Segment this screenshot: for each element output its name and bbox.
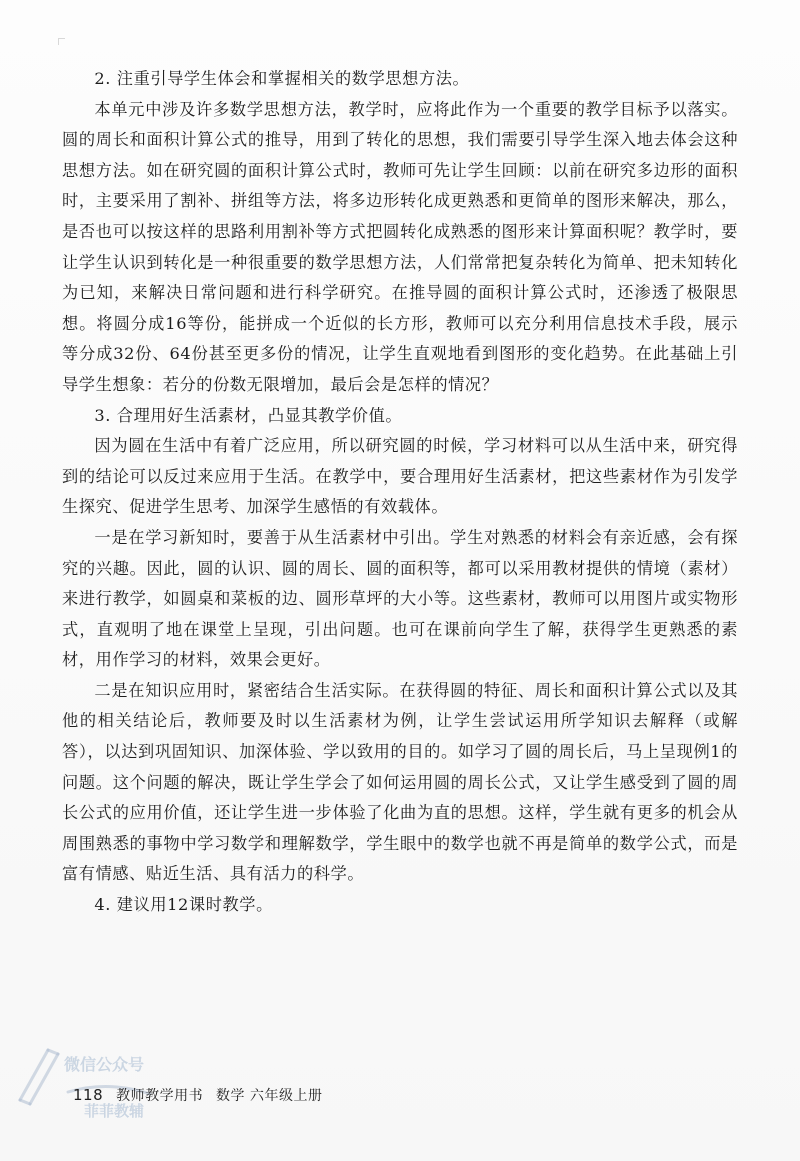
section-heading-4: 4. 建议用12课时教学。: [94, 895, 273, 915]
book-subject: 数学: [216, 1088, 246, 1104]
page-body: [62, 64, 738, 921]
paragraph-life-materials: 因为圆在生活中有着广泛应用，所以研究圆的时候，学习材料可以从生活中来，研究得到的结论可以反过来应用于生活。在教学中，要合理用好生活素材，把这些素材作为引发学生探究、促进学生思考、加深学生感悟的有效载体。: [62, 436, 738, 517]
page-number: 118: [73, 1086, 104, 1104]
book-title: 教师教学用书: [116, 1088, 204, 1104]
paragraph-new-knowledge: 一是在学习新知时，要善于从生活素材中引出。学生对熟悉的材料会有亲近感，会有探究的兴趣。因此，圆的认识、圆的周长、圆的面积等，都可以采用教材提供的情境（素材）来进行教学，如圆桌和菜板的边、圆形草坪的大小等。这些素材，教师可以用图片或实物形式，直观明了地在课堂上呈现，引出问题。也可在课前向学生了解，获得学生更熟悉的素材，用作学习的材料，效果会更好。: [62, 527, 738, 670]
paragraph-knowledge-application: 二是在知识应用时，紧密结合生活实际。在获得圆的特征、周长和面积计算公式以及其他的相关结论后，教师要及时以生活素材为例，让学生尝试运用所学知识去解释（或解答），以达到巩固知识、加深体验、学以致用的目的。如学习了圆的周长后，马上呈现例1的问题。这个问题的解决，既让学生学会了如何运用圆的周长公式，又让学生感受到了圆的周长公式的应用价值，还让学生进一步体验了化曲为直的思想。这样，学生就有更多的机会从周围熟悉的事物中学习数学和理解数学，学生眼中的数学也就不再是简单的数学公式，而是富有情感、贴近生活、具有活力的科学。: [62, 680, 738, 884]
watermark-text-brand: 菲菲教辅: [84, 1102, 145, 1120]
crop-mark: [58, 38, 65, 45]
section-heading-2: 2. 注重引导学生体会和掌握相关的数学思想方法。: [94, 69, 470, 88]
watermark-text-wechat: 微信公众号: [64, 1055, 145, 1074]
page-footer: [73, 1085, 323, 1105]
paragraph-thinking-methods: 本单元中涉及许多数学思想方法，教学时，应将此作为一个重要的教学目标予以落实。圆的周长和面积计算公式的推导，用到了转化的思想，我们需要引导学生深入地去体会这种思想方法。如在研究圆的面积计算公式时，教师可先让学生回顾：以前在研究多边形的面积时，主要采用了割补、拼组等方法，将多边形转化成更熟悉和更简单的图形来解决，那么，是否也可以按这样的思路利用割补等方式把圆转化成熟悉的图形来计算面积呢？教学时，要让学生认识到转化是一种很重要的数学思想方法，人们常常把复杂转化为简单、把未知转化为已知，来解决日常问题和进行科学研究。在推导圆的面积计算公式时，还渗透了极限思想。将圆分成16等份，能拼成一个近似的长方形，教师可以充分利用信息技术手段，展示等分成32份、64份甚至更多份的情况，让学生直观地看到图形的变化趋势。在此基础上引导学生想象：若分的份数无限增加，最后会是怎样的情况？: [62, 99, 738, 394]
section-heading-3: 3. 合理用好生活素材，凸显其教学价值。: [94, 405, 403, 425]
book-grade: 六年级上册: [250, 1088, 323, 1104]
